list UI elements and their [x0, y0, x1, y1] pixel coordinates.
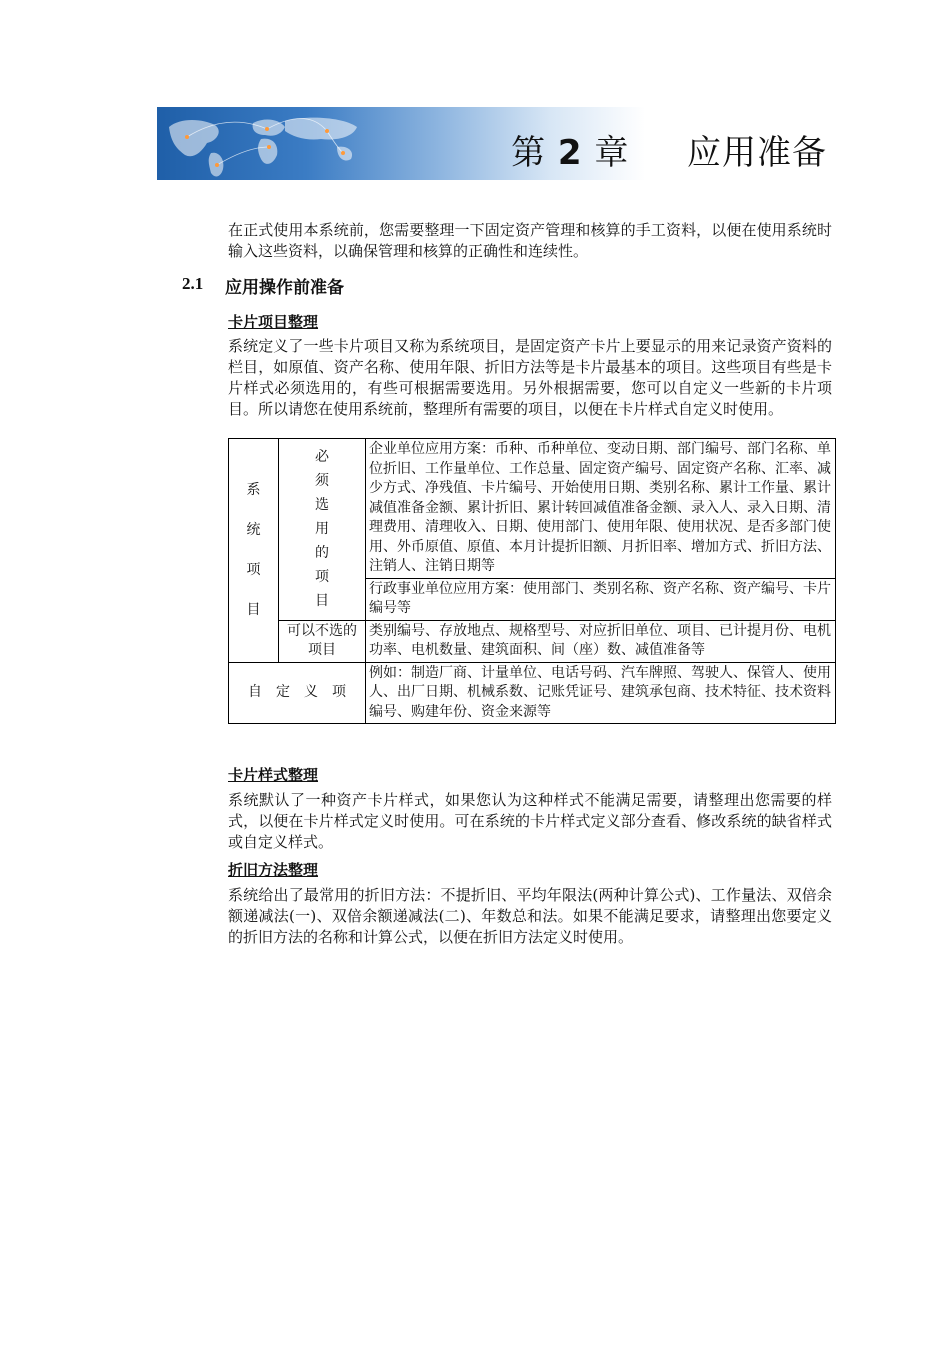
system-items-char: 项 [246, 562, 261, 579]
chapter-name: 应用准备 [687, 133, 827, 173]
custom-items-cell: 例如：制造厂商、计量单位、电话号码、汽车牌照、驾驶人、保管人、使用人、出厂日期、机械系数、记账凭证号、建筑承包商、技术特征、技术资料编号、购建年份、资金来源等 [366, 662, 836, 724]
chapter-title [511, 125, 827, 174]
enterprise-scheme-cell: 企业单位应用方案：币种、币种单位、变动日期、部门编号、部门名称、单位折旧、工作量单位、工作总量、固定资产编号、固定资产名称、汇率、减少方式、净残值、卡片编号、开始使用日期、类别名称、累计工作量、累计减值准备金额、累计折旧、累计转回减值准备金额、录入人、录入日期、清理费用、清理收入、日期、使用部门、使用年限、使用状况、是否多部门使用、外币原值、原值、本月计提折旧额、月折旧率、增加方式、折旧方法、注销人、注销日期等 [366, 439, 836, 579]
card-items-heading: 卡片项目整理 [228, 313, 319, 331]
chapter-number: 2 [557, 133, 583, 173]
system-items-label [229, 439, 279, 663]
chapter-banner [157, 107, 835, 180]
required-char: 必 [315, 449, 329, 466]
depreciation-heading: 折旧方法整理 [228, 861, 319, 879]
section-number: 2.1 [182, 274, 204, 293]
system-items-char: 统 [246, 522, 261, 539]
card-style-paragraph: 系统默认了一种资产卡片样式，如果您认为这种样式不能满足需要，请整理出您需要的样式，以便在卡片样式定义时使用。可在系统的卡片样式定义部分查看、修改系统的缺省样式或自定义样式。 [228, 791, 832, 851]
required-char: 目 [315, 593, 329, 610]
required-char: 用 [315, 521, 329, 538]
section-title: 应用操作前准备 [225, 278, 344, 298]
custom-items-label: 自 定 义 项 [229, 662, 366, 724]
chapter-suffix: 章 [594, 133, 630, 173]
intro-paragraph: 在正式使用本系统前，您需要整理一下固定资产管理和核算的手工资料，以便在使用系统时输入这些资料，以确保管理和核算的正确性和连续性。 [228, 221, 832, 260]
administrative-scheme-cell: 行政事业单位应用方案：使用部门、类别名称、资产名称、资产编号、卡片编号等 [366, 578, 836, 620]
optional-items-label: 可以不选的项目 [279, 620, 366, 662]
world-map-graphic [157, 107, 517, 180]
system-items-char: 目 [246, 602, 261, 619]
card-items-table [228, 438, 836, 724]
card-items-paragraph: 系统定义了一些卡片项目又称为系统项目，是固定资产卡片上要显示的用来记录资产资料的栏目，如原值、资产名称、使用年限、折旧方法等是卡片最基本的项目。这些项目有些是卡片样式必须选用的，有些可根据需要选用。另外根据需要，您可以自定义一些新的卡片项目。所以请您在使用系统前，整理所有需要的项目，以便在卡片样式自定义时使用。 [228, 337, 832, 418]
chapter-prefix: 第 [511, 133, 547, 173]
required-items-label [279, 439, 366, 621]
required-char: 项 [315, 569, 329, 586]
system-items-char: 系 [246, 482, 261, 499]
required-char: 的 [315, 545, 329, 562]
table-row [229, 439, 836, 579]
card-style-heading: 卡片样式整理 [228, 766, 319, 784]
table-row [229, 620, 836, 662]
required-char: 选 [315, 497, 329, 514]
required-char: 须 [315, 473, 329, 490]
optional-items-cell: 类别编号、存放地点、规格型号、对应折旧单位、项目、已计提月份、电机功率、电机数量、建筑面积、间（座）数、减值准备等 [366, 620, 836, 662]
depreciation-paragraph: 系统给出了最常用的折旧方法：不提折旧、平均年限法(两种计算公式)、工作量法、双倍余额递减法(一)、双倍余额递减法(二)、年数总和法。如果不能满足要求，请整理出您要定义的折旧方法的名称和计算公式，以便在折旧方法定义时使用。 [228, 886, 832, 946]
table-row [229, 662, 836, 724]
